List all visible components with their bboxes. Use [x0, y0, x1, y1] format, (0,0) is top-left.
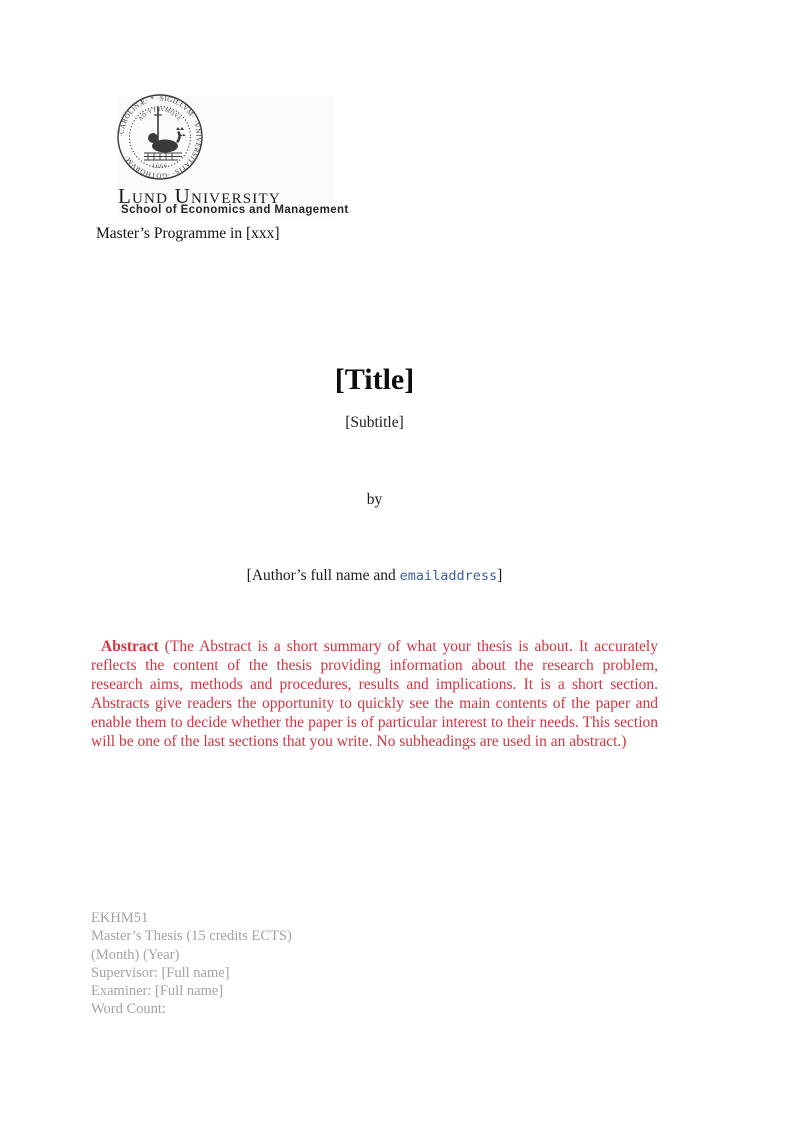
- author-name-suffix: ]: [497, 567, 503, 584]
- course-info-block: [91, 909, 292, 1019]
- university-wordmark: Lund University: [118, 184, 281, 208]
- thesis-title: [Title]: [334, 363, 415, 396]
- course-code: EKHM51: [91, 910, 149, 926]
- abstract-body: (The Abstract is a short summary of what your thesis is about. It accurately reflects the content of the thesis providing information about the research problem, research aims, methods and procedures, results and implications. It is a short section. Abstracts give readers the opportunity to quickly see the main contents of the paper and enable them to decide whether the paper is of particular interest to their needs. This section will be one of the last sections that you write. No subheadings are used in an abstract.): [91, 638, 658, 750]
- abstract-heading: Abstract: [101, 638, 159, 655]
- author-name-prefix: [Author’s full name and: [246, 567, 400, 584]
- lund-university-seal-icon: [116, 93, 204, 181]
- thesis-subtitle: [Subtitle]: [345, 414, 404, 431]
- seal-lion-shape: [148, 131, 181, 153]
- school-name: School of Economics and Management: [121, 204, 349, 216]
- seal-crown-shape: [176, 127, 184, 130]
- word-count-line: Word Count:: [91, 1001, 166, 1018]
- author-email-link[interactable]: emailaddress: [399, 568, 498, 584]
- seal-ring-text: ·CAROLINÆ· * ·SIGILLVM· ·VNIVERSITATIS· ·GOTHORVM·: [117, 94, 203, 180]
- by-label: by: [366, 491, 383, 508]
- month-year: (Month) (Year): [91, 946, 180, 963]
- examiner-line: Examiner: [Full name]: [91, 983, 224, 1000]
- seal-motto-text: AD·VTRVMQVE: [137, 106, 183, 123]
- programme-line: Master’s Programme in [xxx]: [96, 225, 280, 242]
- thesis-credits: Master’s Thesis (15 credits ECTS): [91, 928, 292, 945]
- abstract-paragraph: [91, 638, 658, 751]
- supervisor-line: Supervisor: [Full name]: [91, 964, 230, 981]
- seal-year-text: 1666: [152, 163, 168, 170]
- author-line: [91, 567, 658, 585]
- seal-pedestal-shape: [144, 153, 182, 160]
